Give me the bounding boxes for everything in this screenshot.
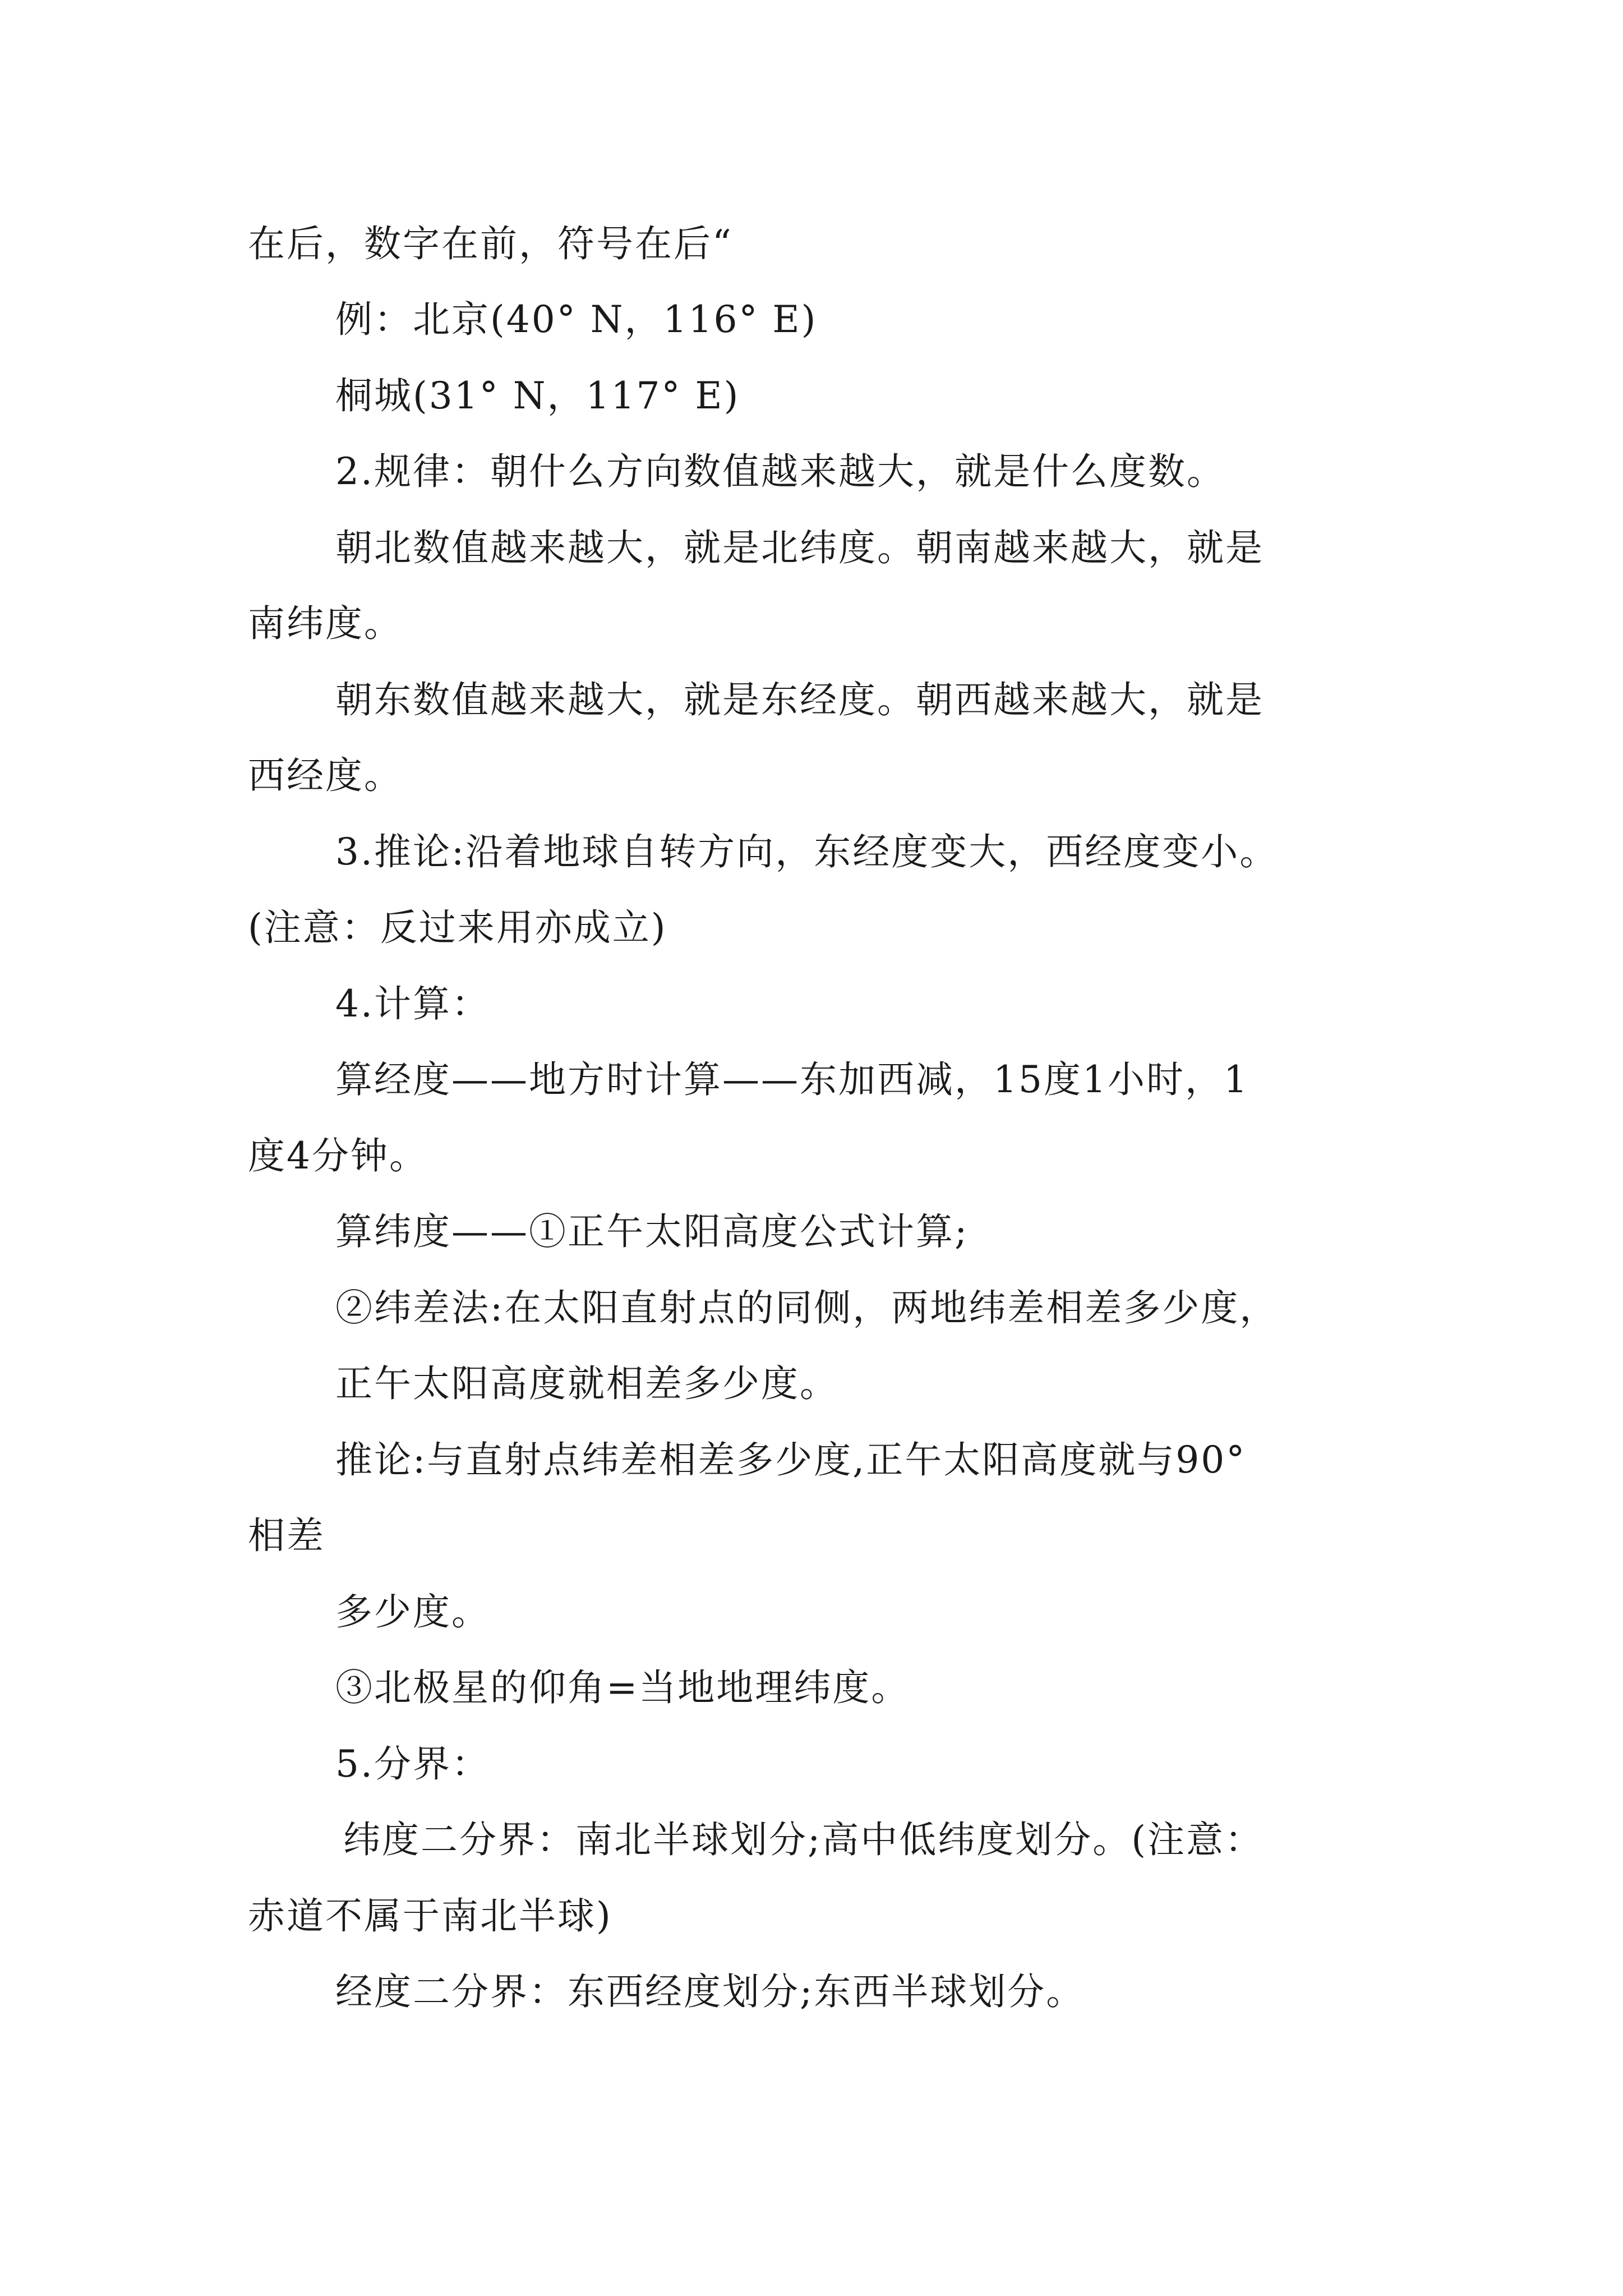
text-line: 相差: [248, 1514, 325, 1557]
text-line: 经度二分界：东西经度划分;东西半球划分。: [335, 1970, 1085, 2013]
text-line: 度4分钟。: [248, 1134, 428, 1177]
text-line: 2.规律：朝什么方向数值越来越大，就是什么度数。: [335, 450, 1225, 493]
text-line: 桐城(31° N，117° E): [335, 374, 740, 417]
text-line: 赤道不属于南北半球): [248, 1894, 612, 1938]
text-line: 西经度。: [248, 754, 403, 797]
text-line: 朝东数值越来越大，就是东经度。朝西越来越大，就是: [335, 678, 1264, 721]
text-line: 例：北京(40° N，116° E): [335, 298, 818, 341]
text-line: ③北极星的仰角=当地地理纬度。: [335, 1666, 910, 1709]
text-line: 多少度。: [335, 1590, 490, 1634]
text-line: (注意：反过来用亦成立): [248, 906, 667, 949]
text-line: 算经度——地方时计算——东加西减，15度1小时，1: [335, 1058, 1249, 1101]
text-line: ②纬差法:在太阳直射点的同侧，两地纬差相差多少度，: [335, 1286, 1279, 1329]
text-line: 3.推论:沿着地球自转方向，东经度变大，西经度变小。: [335, 830, 1279, 873]
text-line: 推论:与直射点纬差相差多少度,正午太阳高度就与90°: [335, 1438, 1247, 1481]
text-line: 朝北数值越来越大，就是北纬度。朝南越来越大，就是: [335, 526, 1264, 569]
text-line: 算纬度——①正午太阳高度公式计算;: [335, 1210, 969, 1253]
text-line: 在后，数字在前，符号在后“: [248, 222, 733, 265]
text-line: 南纬度。: [248, 602, 403, 645]
text-line: 5.分界：: [335, 1742, 490, 1786]
text-line: 正午太阳高度就相差多少度。: [335, 1362, 838, 1405]
text-line: 4.计算：: [335, 982, 490, 1025]
text-line: 纬度二分界：南北半球划分;高中低纬度划分。(注意：: [343, 1818, 1264, 1861]
